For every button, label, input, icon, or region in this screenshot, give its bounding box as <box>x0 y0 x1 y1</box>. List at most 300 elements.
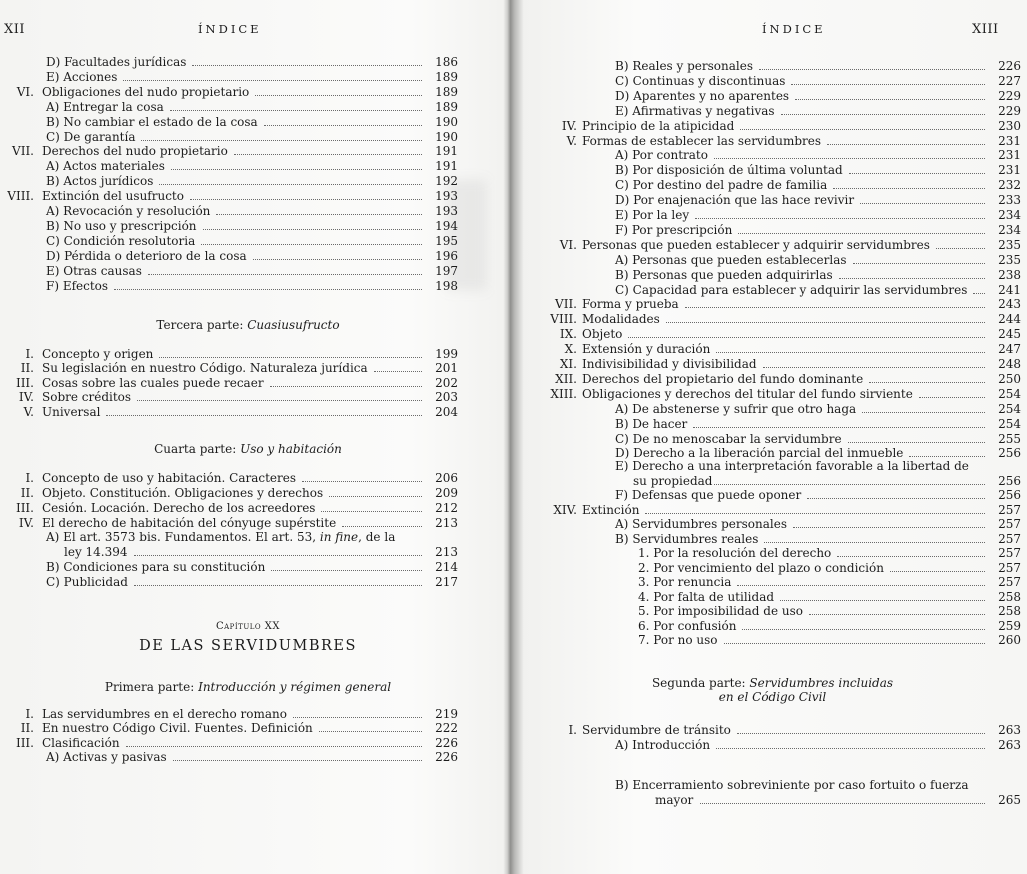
left-page-number: XII <box>4 22 26 37</box>
toc-entry-text: En nuestro Código Civil. Fuentes. Definición <box>42 721 313 736</box>
toc-entry-text: B) Servidumbres reales <box>615 531 759 546</box>
toc-entry <box>0 55 458 69</box>
toc-page-number: 257 <box>998 517 1021 531</box>
toc-entry-text: C) De garantía <box>46 129 136 144</box>
toc-entry <box>518 268 1021 282</box>
toc-entry-art-cont-text: ley 14.394 <box>64 545 128 559</box>
toc-page-number: 243 <box>998 297 1021 312</box>
toc-entry-text: Derechos del propietario del fundo dominante <box>582 371 864 386</box>
dot-leader <box>329 486 422 497</box>
art-text-1: A) El art. 3573 bis. Fundamentos. El art. 53, <box>46 530 317 544</box>
dot-leader <box>192 55 422 66</box>
toc-entry <box>0 159 458 173</box>
toc-entry <box>0 249 458 263</box>
dot-leader <box>645 503 985 514</box>
part1-title: Introducción y régimen general <box>198 680 392 694</box>
toc-entry-number: II. <box>20 721 34 736</box>
toc-page-number: 255 <box>998 431 1021 446</box>
right-page-title: ÍNDICE <box>762 22 826 36</box>
toc-entry <box>0 189 458 203</box>
art-text-italic: in fine <box>319 530 359 544</box>
toc-page-number: 229 <box>998 103 1021 118</box>
toc-entry <box>518 119 1021 133</box>
toc-page-number: 256 <box>998 446 1021 461</box>
dot-leader <box>302 471 422 482</box>
toc-page-number: 254 <box>998 401 1021 416</box>
dot-leader <box>319 721 422 732</box>
toc-entry-text: Obligaciones del nudo propietario <box>42 84 250 99</box>
dot-leader <box>714 474 985 485</box>
toc-entry-text: B) Condiciones para su constitución <box>46 560 266 574</box>
toc-page-number: 231 <box>998 163 1021 178</box>
toc-entry-number: XIV. <box>553 502 577 517</box>
toc-entry-text: 1. Por la resolución del derecho <box>638 546 832 560</box>
dot-leader <box>740 119 985 130</box>
toc-entry-e-cont-text: su propiedad <box>633 474 713 488</box>
toc-page-number: 213 <box>435 515 458 530</box>
dot-leader <box>759 59 985 70</box>
toc-page-number: 258 <box>998 604 1021 618</box>
toc-entry-number: VII. <box>555 297 577 312</box>
toc-entry-text: C) Publicidad <box>46 575 128 590</box>
toc-entry-number: IV. <box>561 118 577 133</box>
dot-leader <box>827 134 985 145</box>
dot-leader <box>270 376 422 387</box>
dot-leader <box>321 501 422 512</box>
dot-leader <box>849 163 985 174</box>
dot-leader <box>203 219 422 230</box>
dot-leader <box>724 633 986 644</box>
dot-leader <box>255 85 422 96</box>
toc-page-number: 263 <box>998 737 1021 752</box>
toc-entry <box>518 163 1021 177</box>
toc-entry-text: Derechos del nudo propietario <box>42 144 228 159</box>
left-page <box>0 0 496 874</box>
toc-entry <box>518 417 1021 431</box>
toc-entry-number: VII. <box>12 144 34 159</box>
chapter-label: Capítulo XX <box>215 621 281 632</box>
toc-entry <box>518 208 1021 222</box>
toc-entry-text: Forma y prueba <box>582 297 679 312</box>
toc-entry-number: II. <box>20 361 34 376</box>
dot-leader <box>141 130 422 141</box>
toc-entry <box>518 327 1021 341</box>
dot-leader <box>106 405 422 416</box>
toc-entry-number: V. <box>566 133 577 148</box>
toc-entry-text: B) No uso y prescripción <box>46 218 197 233</box>
toc-entry-text: A) Entregar la cosa <box>46 99 164 114</box>
toc-page-number: 201 <box>435 361 458 376</box>
dot-leader <box>216 204 422 215</box>
toc-page-number: 206 <box>435 471 458 485</box>
right-page-number: XIII <box>972 22 999 37</box>
toc-entry <box>518 488 1021 502</box>
toc-entry-text: 7. Por no uso <box>638 633 718 647</box>
toc-entry-text: Universal <box>42 404 101 419</box>
toc-page-number: 256 <box>998 474 1021 488</box>
toc-entry-text: A) Introducción <box>615 737 711 752</box>
dot-leader <box>738 223 985 234</box>
toc-entry-text: D) Pérdida o deterioro de la cosa <box>46 248 247 263</box>
toc-page-number: 257 <box>998 546 1021 560</box>
dot-leader <box>700 793 985 804</box>
toc-entry-b2-cont <box>518 793 1021 807</box>
toc-entry <box>0 471 458 485</box>
toc-page-number: 247 <box>998 342 1021 357</box>
toc-page-number: 213 <box>435 545 458 559</box>
toc-page-number: 229 <box>998 88 1021 103</box>
toc-page-number: 241 <box>998 282 1021 297</box>
toc-entry <box>0 204 458 218</box>
part1-heading <box>0 680 496 694</box>
dot-leader <box>693 417 985 428</box>
toc-page-number: 227 <box>998 73 1021 88</box>
toc-entry-e-text: E) Derecho a una interpretación favorable a la libertad de <box>615 459 969 473</box>
toc-entry-text: C) Por destino del padre de familia <box>615 178 828 193</box>
dot-leader <box>123 70 422 81</box>
dot-leader <box>973 283 985 294</box>
toc-entry <box>0 575 458 589</box>
toc-entry <box>518 297 1021 311</box>
dot-leader <box>126 736 422 747</box>
toc-entry-text: A) Personas que pueden establecerlas <box>615 252 847 267</box>
toc-entry <box>518 89 1021 103</box>
toc-entry-text: D) Derecho a la liberación parcial del inmueble <box>615 446 904 461</box>
chapter-title: DE LAS SERVIDUMBRES <box>139 638 357 654</box>
dot-leader <box>793 517 985 528</box>
toc-entry-text: Cesión. Locación. Derecho de los acreedores <box>42 500 316 515</box>
part3-title: Cuasiusufructo <box>247 318 340 332</box>
toc-entry-text: Indivisibilidad y divisibilidad <box>582 357 757 371</box>
toc-entry-number: X. <box>564 342 577 357</box>
toc-page-number: 257 <box>998 502 1021 517</box>
toc-entry <box>518 372 1021 386</box>
toc-entry-text: A) De abstenerse y sufrir que otro haga <box>615 401 857 416</box>
toc-entry-number: III. <box>15 735 34 750</box>
toc-entry <box>0 405 458 419</box>
toc-entry-text: 6. Por confusión <box>638 618 737 633</box>
toc-entry-text: C) Condición resolutoria <box>46 233 196 248</box>
toc-entry-number: VIII. <box>550 312 577 327</box>
toc-page-number: 245 <box>998 327 1021 342</box>
toc-page-number: 231 <box>998 148 1021 163</box>
dot-leader <box>342 516 422 527</box>
toc-entry <box>518 517 1021 531</box>
toc-entry-text: Extinción del usufructo <box>42 189 184 204</box>
dot-leader <box>809 604 985 615</box>
dot-leader <box>159 347 422 358</box>
part2-heading <box>518 676 1027 690</box>
dot-leader <box>137 390 422 401</box>
toc-entry-art-cont <box>0 545 458 559</box>
toc-entry <box>518 178 1021 192</box>
toc-page-number: 226 <box>435 749 458 764</box>
toc-entry <box>518 357 1021 371</box>
toc-entry <box>0 560 458 574</box>
toc-entry <box>0 390 458 404</box>
toc-entry <box>0 516 458 530</box>
toc-entry <box>518 532 1021 546</box>
dot-leader <box>909 446 985 457</box>
toc-page-number: 190 <box>435 114 458 129</box>
toc-page-number: 189 <box>435 69 458 84</box>
toc-entry <box>518 283 1021 297</box>
dot-leader <box>853 253 986 264</box>
toc-entry-text: Modalidades <box>582 312 660 327</box>
toc-entry <box>518 387 1021 401</box>
toc-entry-text: C) Capacidad para establecer y adquirir las servidumbres <box>615 282 968 297</box>
toc-entry <box>518 312 1021 326</box>
toc-entry-text: Su legislación en nuestro Código. Naturaleza jurídica <box>42 361 368 376</box>
toc-entry-text: A) Por contrato <box>615 148 708 163</box>
toc-page-number: 248 <box>998 357 1021 371</box>
toc-page-number: 254 <box>998 386 1021 401</box>
dot-leader <box>714 148 985 159</box>
toc-entry-text: A) Servidumbres personales <box>615 517 788 531</box>
toc-entry <box>0 707 458 721</box>
toc-entry <box>0 130 458 144</box>
part4-heading <box>0 442 496 456</box>
toc-page-number: 259 <box>998 618 1021 633</box>
toc-page-number: 232 <box>998 178 1021 193</box>
toc-entry-number: III. <box>15 375 34 390</box>
dot-leader <box>860 193 985 204</box>
toc-entry <box>518 148 1021 162</box>
toc-entry-number: III. <box>15 500 34 515</box>
dot-leader <box>685 297 985 308</box>
dot-leader <box>807 488 985 499</box>
toc-page-number: 209 <box>435 485 458 500</box>
dot-leader <box>148 264 422 275</box>
part4-prefix: Cuarta parte: <box>154 442 241 456</box>
toc-page-number: 195 <box>435 233 458 248</box>
dot-leader <box>234 144 422 155</box>
toc-entry-text: 4. Por falta de utilidad <box>638 589 775 604</box>
toc-page-number: 193 <box>435 189 458 204</box>
toc-page-number: 222 <box>435 721 458 736</box>
toc-entry-number: I. <box>25 707 34 721</box>
toc-page-number: 204 <box>435 404 458 419</box>
toc-entry-number: I. <box>25 347 34 361</box>
toc-entry-text: Objeto <box>582 327 623 342</box>
toc-page-number: 235 <box>998 237 1021 252</box>
toc-entry <box>518 238 1021 252</box>
toc-entry <box>0 486 458 500</box>
toc-entry-text: D) Facultades jurídicas <box>46 55 187 69</box>
toc-entry-b2 <box>518 778 1021 792</box>
toc-entry-text: D) Por enajenación que las hace revivir <box>615 193 855 208</box>
toc-page-number: 250 <box>998 371 1021 386</box>
toc-entry <box>0 361 458 375</box>
toc-page-number: 244 <box>998 312 1021 327</box>
dot-leader <box>253 249 422 260</box>
toc-entry-text: A) Actos materiales <box>46 159 165 174</box>
dot-leader <box>171 159 422 170</box>
toc-entry-text: F) Por prescripción <box>615 222 733 237</box>
toc-entry-text: Servidumbre de tránsito <box>582 723 731 737</box>
toc-entry <box>518 134 1021 148</box>
toc-entry <box>518 546 1021 560</box>
toc-page-number: 263 <box>998 723 1021 737</box>
dot-leader <box>264 115 422 126</box>
part3-heading <box>0 318 496 332</box>
dot-leader <box>919 387 985 398</box>
dot-leader <box>374 361 422 372</box>
toc-entry <box>0 721 458 735</box>
toc-page-number: 226 <box>998 59 1021 73</box>
toc-page-number: 234 <box>998 222 1021 237</box>
toc-entry-text: Obligaciones y derechos del titular del fundo sirviente <box>582 386 913 401</box>
toc-entry <box>518 104 1021 118</box>
toc-entry-number: V. <box>23 404 34 419</box>
toc-page-number: 192 <box>435 174 458 189</box>
toc-entry <box>0 501 458 515</box>
toc-entry-text: Sobre créditos <box>42 390 132 405</box>
toc-entry-art <box>0 530 458 544</box>
toc-entry-art-text <box>46 530 395 544</box>
toc-page-number: 199 <box>435 347 458 361</box>
toc-page-number: 254 <box>998 416 1021 431</box>
toc-entry-text: Concepto y origen <box>42 347 154 361</box>
toc-entry-text: B) Por disposición de última voluntad <box>615 163 843 178</box>
toc-entry-text: E) Acciones <box>46 69 118 84</box>
toc-entry-text: Formas de establecer las servidumbres <box>582 133 822 148</box>
toc-page-number: 256 <box>998 488 1021 502</box>
toc-entry-number: VI. <box>559 237 577 252</box>
toc-entry-text: Objeto. Constitución. Obligaciones y derechos <box>42 485 324 500</box>
toc-page-number: 217 <box>435 575 458 590</box>
toc-entry-text: El derecho de habitación del cónyuge supérstite <box>42 515 337 530</box>
toc-entry <box>0 115 458 129</box>
dot-leader <box>271 560 422 571</box>
dot-leader <box>134 575 422 586</box>
toc-page-number: 257 <box>998 560 1021 575</box>
part3-prefix: Tercera parte: <box>156 318 248 332</box>
toc-entry-number: XI. <box>559 357 577 371</box>
dot-leader <box>134 545 422 556</box>
dot-leader <box>862 402 985 413</box>
toc-entry-number: I. <box>25 471 34 485</box>
toc-entry-text: B) No cambiar el estado de la cosa <box>46 114 258 129</box>
toc-entry <box>518 223 1021 237</box>
toc-entry-b2-text: B) Encerramiento sobreviniente por caso fortuito o fuerza <box>615 778 969 792</box>
dot-leader <box>848 432 985 443</box>
dot-leader <box>173 750 422 761</box>
toc-entry-number: IV. <box>18 390 34 405</box>
toc-entry <box>518 723 1021 737</box>
toc-entry-number: XIII. <box>550 386 577 401</box>
toc-page-number: 186 <box>435 55 458 69</box>
toc-entry <box>0 264 458 278</box>
toc-entry <box>518 604 1021 618</box>
toc-page-number: 260 <box>998 633 1021 647</box>
toc-entry-text: Principio de la atipicidad <box>582 118 735 133</box>
toc-entry <box>518 402 1021 416</box>
toc-entry <box>518 253 1021 267</box>
toc-entry-b2-cont-text: mayor <box>655 793 694 807</box>
part2-title-1: Servidumbres incluidas <box>749 676 894 690</box>
toc-entry-text: B) Reales y personales <box>615 59 753 73</box>
toc-entry-text: 5. Por imposibilidad de uso <box>638 604 803 618</box>
toc-entry-text: Extensión y duración <box>582 342 711 357</box>
dot-leader <box>170 100 422 111</box>
dot-leader <box>781 104 985 115</box>
toc-entry-e <box>518 459 1021 473</box>
dot-leader <box>293 707 422 718</box>
toc-entry-text: B) De hacer <box>615 416 688 431</box>
toc-page-number: 194 <box>435 218 458 233</box>
toc-entry <box>0 347 458 361</box>
toc-page-number: 257 <box>998 575 1021 589</box>
toc-page-number: 212 <box>435 500 458 515</box>
dot-leader <box>763 357 985 368</box>
toc-entry <box>0 174 458 188</box>
toc-entry-text: Concepto de uso y habitación. Caracteres <box>42 471 297 485</box>
dot-leader <box>628 327 985 338</box>
toc-entry <box>518 446 1021 460</box>
dot-leader <box>936 238 985 249</box>
toc-page-number: 189 <box>435 84 458 99</box>
toc-entry-text: Personas que pueden establecer y adquirir servidumbres <box>582 237 930 252</box>
dot-leader <box>737 723 985 734</box>
dot-leader <box>795 89 985 100</box>
toc-entry-number: XII. <box>555 371 577 386</box>
toc-entry-number: IX. <box>559 327 577 342</box>
toc-entry <box>518 432 1021 446</box>
toc-entry <box>518 619 1021 633</box>
toc-entry <box>518 342 1021 356</box>
dot-leader <box>695 208 985 219</box>
toc-page-number: 214 <box>435 560 458 574</box>
toc-entry <box>0 85 458 99</box>
toc-entry-number: VIII. <box>7 189 34 204</box>
dot-leader <box>716 738 985 749</box>
toc-entry <box>518 74 1021 88</box>
toc-entry <box>0 376 458 390</box>
toc-page-number: 231 <box>998 133 1021 148</box>
toc-entry-number: VI. <box>16 84 34 99</box>
toc-entry <box>0 144 458 158</box>
toc-entry-text: Las servidumbres en el derecho romano <box>42 707 287 721</box>
dot-leader <box>159 174 422 185</box>
dot-leader <box>833 178 985 189</box>
dot-leader <box>737 575 985 586</box>
toc-page-number: 196 <box>435 248 458 263</box>
left-page-title: ÍNDICE <box>198 22 262 36</box>
toc-entry-text: 3. Por renuncia <box>638 575 732 589</box>
toc-entry-text: B) Personas que pueden adquirirlas <box>615 267 833 282</box>
toc-entry-text: C) De no menoscabar la servidumbre <box>615 431 842 446</box>
toc-entry-text: F) Efectos <box>46 278 109 293</box>
dot-leader <box>869 372 985 383</box>
dot-leader <box>201 234 422 245</box>
toc-page-number: 226 <box>435 735 458 750</box>
part1-prefix: Primera parte: <box>104 680 199 694</box>
toc-page-number: 191 <box>435 159 458 174</box>
toc-page-number: 238 <box>998 267 1021 282</box>
toc-entry-number: I. <box>568 723 577 737</box>
toc-entry-text: 2. Por vencimiento del plazo o condición <box>638 560 884 575</box>
toc-entry-text: C) Continuas y discontinuas <box>615 73 786 88</box>
toc-entry-text: Extinción <box>582 502 640 517</box>
dot-leader <box>837 546 985 557</box>
toc-page-number: 235 <box>998 252 1021 267</box>
toc-page-number: 258 <box>998 589 1021 604</box>
toc-entry-e-cont <box>518 474 1021 488</box>
toc-entry-text: D) Aparentes y no aparentes <box>615 88 790 103</box>
dot-leader <box>190 189 422 200</box>
toc-entry <box>0 100 458 114</box>
